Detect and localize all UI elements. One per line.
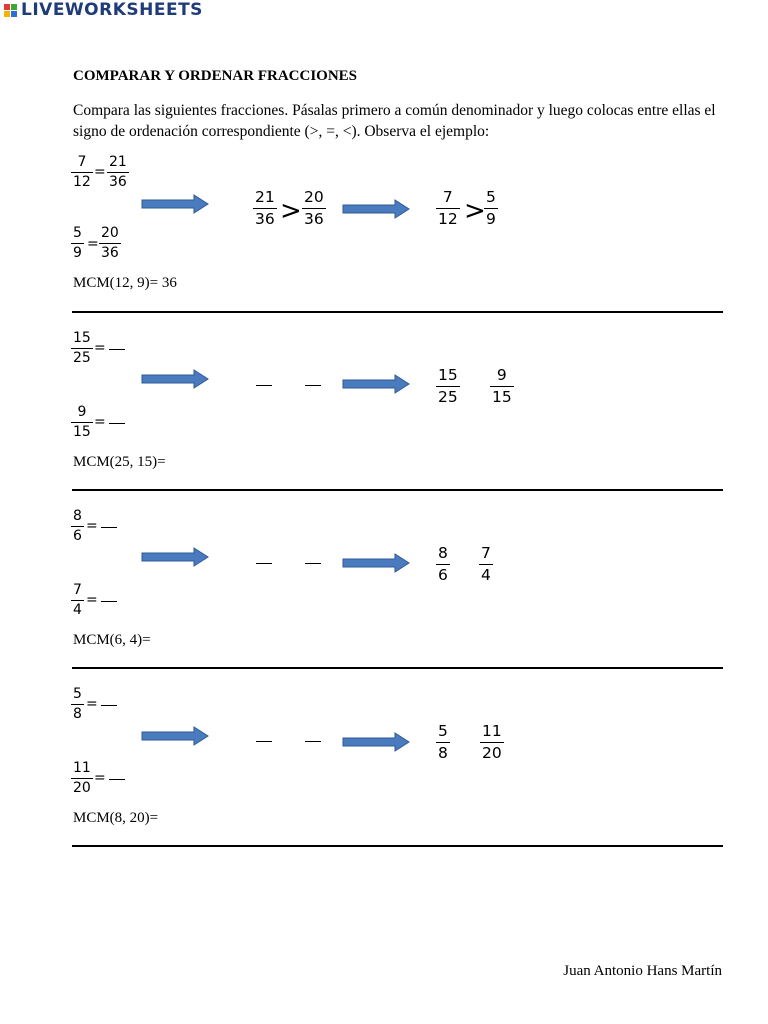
- mcm-label: MCM(8, 20)=: [73, 810, 159, 826]
- arrow-right-icon: [140, 368, 210, 390]
- logo-text: LIVEWORKSHEETS: [21, 0, 203, 20]
- fraction: 15 25: [73, 330, 91, 366]
- arrow-right-icon: [341, 198, 411, 220]
- fraction: 15 25: [438, 366, 458, 406]
- arrow-right-icon: [341, 552, 411, 574]
- greater-than-sign: >: [464, 196, 486, 226]
- blank-fraction[interactable]: [256, 385, 272, 386]
- blank-fraction[interactable]: [109, 349, 125, 350]
- fraction: 8 6: [73, 508, 82, 544]
- page-title: COMPARAR Y ORDENAR FRACCIONES: [73, 68, 358, 84]
- mcm-label: MCM(6, 4)=: [73, 632, 151, 648]
- fraction: 5 9: [73, 225, 82, 261]
- equals-sign: =: [94, 164, 106, 180]
- arrow-right-icon: [140, 193, 210, 215]
- divider: [72, 489, 723, 491]
- equals-sign: =: [87, 236, 99, 252]
- fraction: 7 12: [73, 154, 91, 190]
- blank-fraction[interactable]: [305, 385, 321, 386]
- equals-sign: =: [94, 770, 106, 786]
- fraction: 7 12: [438, 188, 458, 228]
- arrow-right-icon: [140, 546, 210, 568]
- blank-fraction[interactable]: [305, 563, 321, 564]
- blank-fraction[interactable]: [305, 741, 321, 742]
- logo-mark-icon: [4, 4, 17, 17]
- mcm-label: MCM(12, 9)= 36: [73, 275, 177, 291]
- divider: [72, 845, 723, 847]
- blank-fraction[interactable]: [109, 423, 125, 424]
- arrow-right-icon: [341, 373, 411, 395]
- fraction: 8 6: [438, 544, 448, 584]
- equals-sign: =: [86, 592, 98, 608]
- fraction: 9 15: [492, 366, 512, 406]
- fraction: 5 8: [73, 686, 82, 722]
- arrow-right-icon: [341, 731, 411, 753]
- fraction: 20 36: [101, 225, 119, 261]
- blank-fraction[interactable]: [256, 741, 272, 742]
- equals-sign: =: [94, 414, 106, 430]
- equals-sign: =: [86, 696, 98, 712]
- instructions: Compara las siguientes fracciones. Pásalas primero a común denominador y luego colocas entre ellas el signo de ordenación correspondiente (>, =, <). Observa el ejemplo:: [73, 102, 716, 140]
- equals-sign: =: [86, 518, 98, 534]
- fraction: 7 4: [73, 582, 82, 618]
- blank-fraction[interactable]: [101, 527, 117, 528]
- mcm-label: MCM(25, 15)=: [73, 454, 166, 470]
- equals-sign: =: [94, 340, 106, 356]
- fraction: 20 36: [304, 188, 324, 228]
- arrow-right-icon: [140, 725, 210, 747]
- divider: [72, 667, 723, 669]
- blank-fraction[interactable]: [256, 563, 272, 564]
- author-name: Juan Antonio Hans Martín: [563, 963, 722, 979]
- fraction: 5 9: [486, 188, 496, 228]
- fraction: 9 15: [73, 404, 91, 440]
- liveworksheets-logo: [4, 0, 203, 20]
- fraction: 21 36: [255, 188, 275, 228]
- greater-than-sign: >: [280, 196, 302, 226]
- fraction: 5 8: [438, 722, 448, 762]
- fraction: 11 20: [73, 760, 91, 796]
- blank-fraction[interactable]: [109, 779, 125, 780]
- blank-fraction[interactable]: [101, 601, 117, 602]
- fraction: 11 20: [482, 722, 502, 762]
- fraction: 21 36: [109, 154, 127, 190]
- divider: [72, 311, 723, 313]
- fraction: 7 4: [481, 544, 491, 584]
- blank-fraction[interactable]: [101, 705, 117, 706]
